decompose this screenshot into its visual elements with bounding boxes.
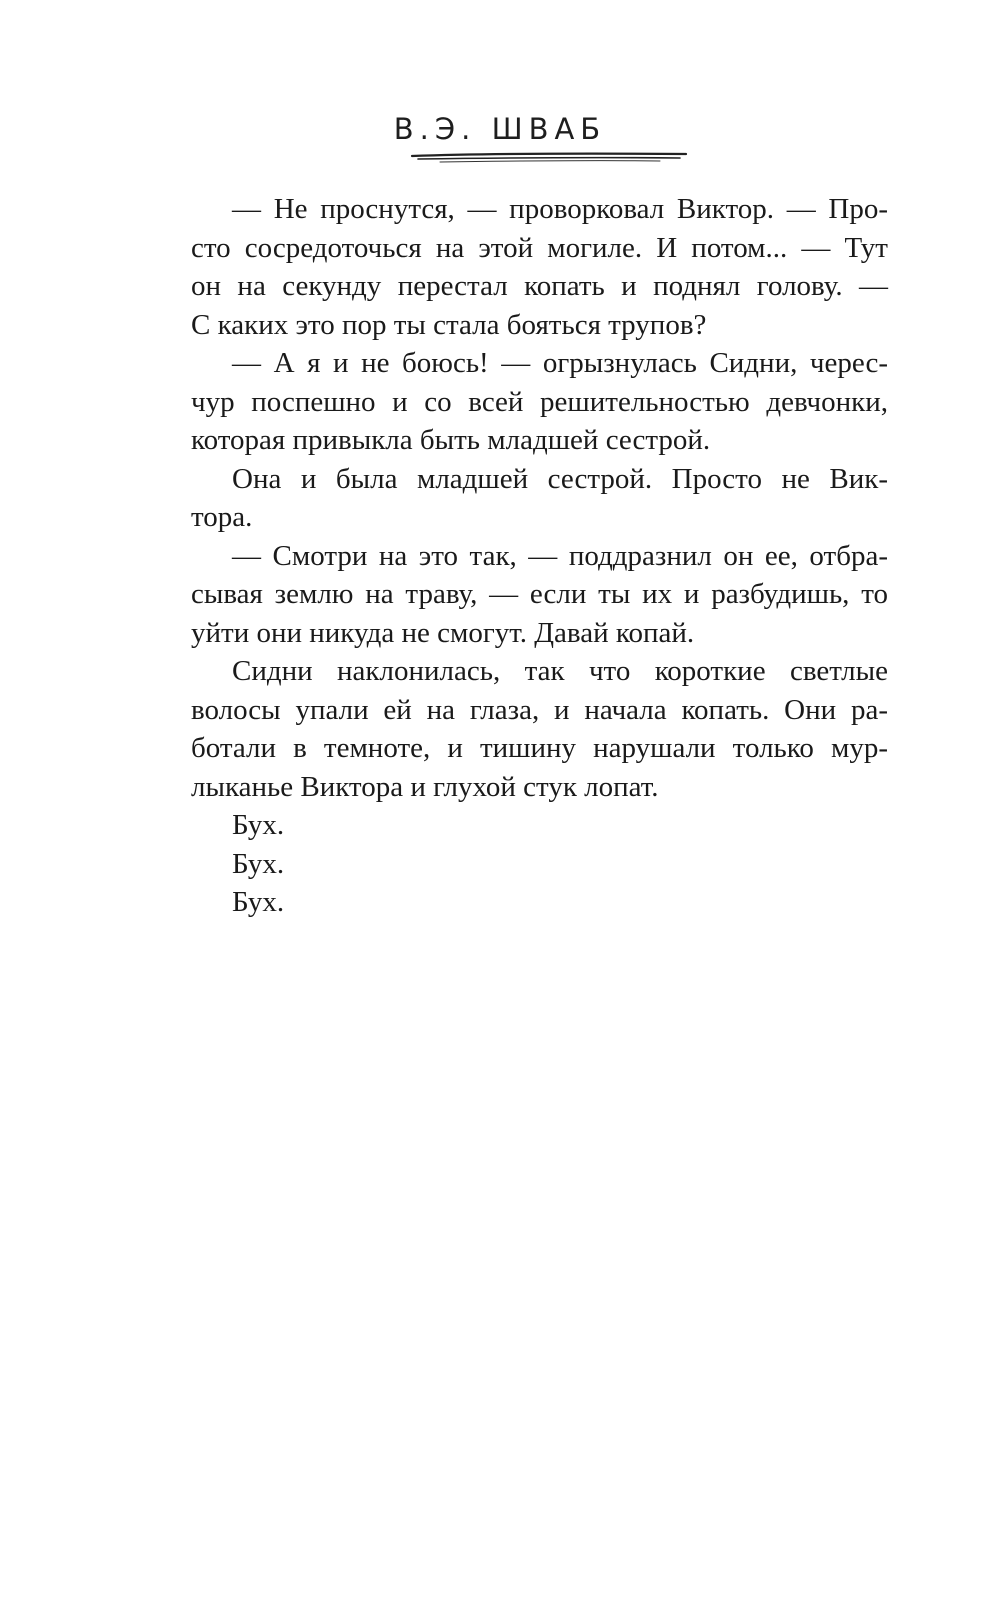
text-line: С каких это пор ты стала бояться трупов? <box>191 308 707 341</box>
text-line: лыканье Виктора и глухой стук лопат. <box>191 770 659 803</box>
text-line: — А я и не боюсь! — огрызнулась Сидни, черес- <box>232 347 888 379</box>
text-line: Бух. <box>232 809 285 841</box>
chapter-body-text <box>191 190 888 922</box>
text-line: чур поспешно и со всей решительностью девчонки, <box>191 385 888 418</box>
text-line: Сидни наклонилась, так что короткие светлые <box>232 655 888 687</box>
text-line: которая привыкла быть младшей сестрой. <box>191 424 711 456</box>
text-line: уйти они никуда не смогут. Давай копай. <box>191 616 695 649</box>
running-head-author: В.Э. ШВАБ <box>393 112 607 146</box>
text-line: сто сосредоточься на этой могиле. И потом... — Тут <box>191 231 888 264</box>
text-line: ботали в темноте, и тишину нарушали только мур- <box>191 732 888 764</box>
text-line: — Не проснутся, — проворковал Виктор. — Про- <box>232 193 888 225</box>
text-line: Она и была младшей сестрой. Просто не Вик- <box>232 462 888 495</box>
text-line: Бух. <box>232 847 285 880</box>
text-line: сывая землю на траву, — если ты их и разбудишь, то <box>191 578 888 610</box>
text-line: волосы упали ей на глаза, и начала копать. Они ра- <box>191 693 888 726</box>
text-line: тора. <box>191 501 253 533</box>
text-line: — Смотри на это так, — поддразнил он ее, отбра- <box>232 539 888 572</box>
text-line: Бух. <box>232 886 285 918</box>
text-line: он на секунду перестал копать и поднял голову. — <box>191 270 888 302</box>
header-rule-ornament <box>410 150 688 166</box>
